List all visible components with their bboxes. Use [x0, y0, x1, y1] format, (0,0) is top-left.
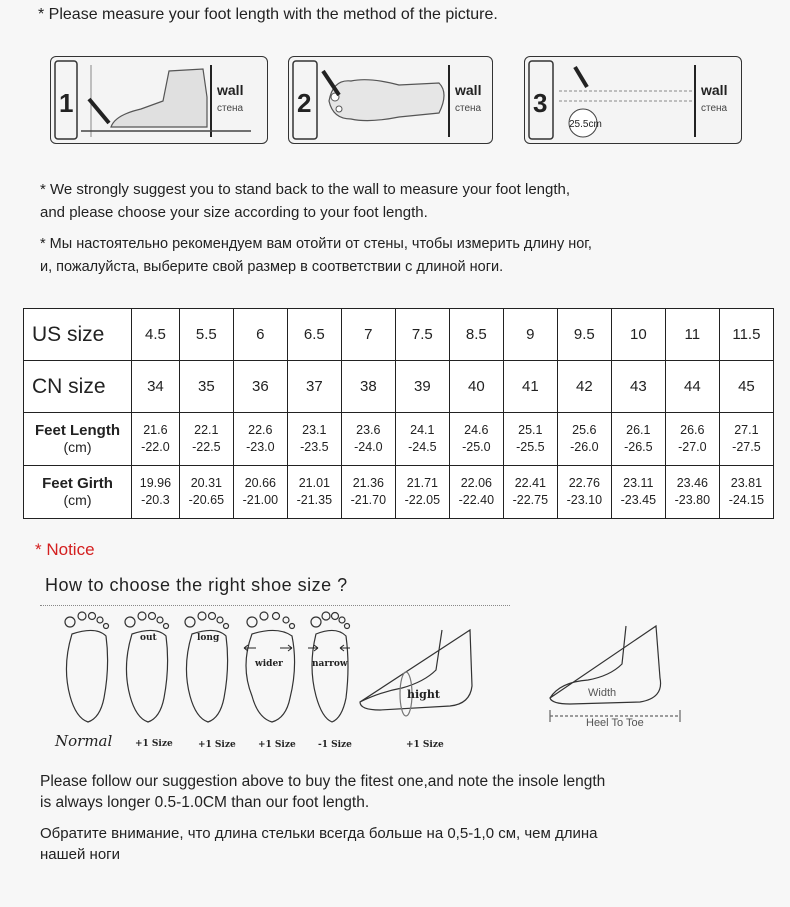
- cn-size-cell: 34: [132, 361, 180, 413]
- label-out: out: [140, 633, 157, 643]
- feet-length-label: [24, 413, 132, 466]
- step-1-wall-ru: стена: [217, 103, 244, 114]
- label-long: long: [197, 633, 220, 643]
- us-size-cell: 7.5: [395, 309, 449, 361]
- insole-ru-line-1: Обратите внимание, что длина стельки всегда больше на 0,5-1,0 см, чем длина: [40, 825, 598, 842]
- step-3-number: 3: [533, 88, 548, 118]
- feet-length-cell: 24.6 -25.0: [449, 413, 503, 466]
- step-3-illustration: [525, 57, 743, 145]
- cn-size-cell: 35: [179, 361, 233, 413]
- step-3-wall-ru: стена: [701, 103, 728, 114]
- measure-instruction: * Please measure your foot length with the method of the picture.: [38, 6, 498, 23]
- us-size-cell: 6.5: [287, 309, 341, 361]
- foot-shape-illustrations: [40, 606, 760, 756]
- suggestion-ru-line-2: и, пожалуйста, выберите свой размер в соответствии с длиной ноги.: [40, 259, 504, 275]
- size-hint: +1 Size: [258, 740, 296, 750]
- feet-girth-cell: 21.01 -21.35: [287, 466, 341, 519]
- feet-length-cell: 23.6 -24.0: [341, 413, 395, 466]
- label-narrow: narrow: [312, 659, 348, 669]
- feet-length-cell: 26.1 -26.5: [611, 413, 665, 466]
- cn-size-cell: 44: [665, 361, 719, 413]
- foot-normal-outline: [66, 630, 107, 722]
- step-3-panel: [524, 56, 742, 144]
- cn-size-cell: 36: [233, 361, 287, 413]
- feet-length-title: Feet Length: [35, 422, 120, 439]
- label-hight: hight: [407, 688, 440, 701]
- us-size-cell: 11: [665, 309, 719, 361]
- us-size-cell: 9: [503, 309, 557, 361]
- feet-girth-cell: 20.66 -21.00: [233, 466, 287, 519]
- step-2-wall-label: wall: [455, 82, 482, 98]
- foot-wider-outline: [246, 630, 295, 722]
- step-3-measure: 25.5cm: [569, 119, 602, 130]
- size-hint: +1 Size: [406, 740, 444, 750]
- insole-note-russian: [40, 823, 598, 865]
- us-size-cell: 8.5: [449, 309, 503, 361]
- foot-out-outline: [126, 630, 167, 722]
- cn-size-cell: 37: [287, 361, 341, 413]
- insole-ru-line-2: нашей ноги: [40, 846, 121, 863]
- feet-length-cell: 26.6 -27.0: [665, 413, 719, 466]
- cn-size-label: CN size: [24, 361, 132, 413]
- suggestion-en-line-2: and please choose your size according to your foot length.: [40, 204, 428, 221]
- cn-size-cell: 43: [611, 361, 665, 413]
- step-2-wall-ru: стена: [455, 103, 482, 114]
- insole-en-line-2: is always longer 0.5-1.0CM than our foot length.: [40, 794, 370, 811]
- us-size-cell: 7: [341, 309, 395, 361]
- cn-size-cell: 42: [557, 361, 611, 413]
- feet-girth-cell: 20.31 -20.65: [179, 466, 233, 519]
- feet-girth-cell: 22.76 -23.10: [557, 466, 611, 519]
- feet-girth-cell: 23.46 -23.80: [665, 466, 719, 519]
- label-heel-to-toe: Heel To Toe: [586, 717, 644, 729]
- suggestion-english: [40, 178, 570, 224]
- us-size-cell: 5.5: [179, 309, 233, 361]
- how-to-title: How to choose the right shoe size ?: [45, 575, 348, 595]
- feet-girth-label: [24, 466, 132, 519]
- feet-length-cell: 23.1 -23.5: [287, 413, 341, 466]
- step-3-wall-label: wall: [701, 82, 728, 98]
- feet-girth-row: [24, 466, 774, 519]
- us-size-cell: 9.5: [557, 309, 611, 361]
- step-1-panel: [50, 56, 268, 144]
- feet-girth-title: Feet Girth: [42, 475, 113, 492]
- feet-girth-unit: (cm): [63, 492, 92, 508]
- cn-size-row: [24, 361, 774, 413]
- insole-note-english: [40, 771, 605, 813]
- us-size-cell: 4.5: [132, 309, 180, 361]
- step-2-panel: [288, 56, 493, 144]
- suggestion-ru-line-1: * Мы настоятельно рекомендуем вам отойти от стены, чтобы измерить длину ног,: [40, 236, 592, 252]
- feet-girth-cell: 19.96 -20.3: [132, 466, 180, 519]
- feet-girth-cell: 22.06 -22.40: [449, 466, 503, 519]
- size-hint: +1 Size: [135, 739, 173, 749]
- us-size-cell: 11.5: [719, 309, 773, 361]
- us-size-label: US size: [24, 309, 132, 361]
- size-hint: -1 Size: [318, 740, 352, 750]
- step-2-number: 2: [297, 88, 312, 118]
- cn-size-cell: 41: [503, 361, 557, 413]
- label-wider: wider: [255, 659, 283, 669]
- us-size-cell: 10: [611, 309, 665, 361]
- feet-girth-cell: 22.41 -22.75: [503, 466, 557, 519]
- cn-size-cell: 39: [395, 361, 449, 413]
- us-size-row: [24, 309, 774, 361]
- feet-girth-cell: 23.81 -24.15: [719, 466, 773, 519]
- step-2-illustration: [289, 57, 494, 145]
- feet-length-cell: 25.6 -26.0: [557, 413, 611, 466]
- feet-length-cell: 27.1 -27.5: [719, 413, 773, 466]
- feet-length-cell: 22.6 -23.0: [233, 413, 287, 466]
- feet-length-cell: 22.1 -22.5: [179, 413, 233, 466]
- step-1-number: 1: [59, 88, 74, 118]
- feet-girth-cell: 23.11 -23.45: [611, 466, 665, 519]
- us-size-cell: 6: [233, 309, 287, 361]
- feet-length-unit: (cm): [63, 439, 92, 455]
- feet-length-cell: 21.6 -22.0: [132, 413, 180, 466]
- feet-length-row: [24, 413, 774, 466]
- foot-long-outline: [186, 630, 227, 722]
- size-chart-table: [23, 308, 774, 519]
- foot-narrow-outline: [312, 630, 348, 722]
- feet-length-cell: 25.1 -25.5: [503, 413, 557, 466]
- cn-size-cell: 45: [719, 361, 773, 413]
- feet-girth-cell: 21.71 -22.05: [395, 466, 449, 519]
- insole-en-line-1: Please follow our suggestion above to buy the fitest one,and note the insole length: [40, 773, 606, 790]
- suggestion-russian: [40, 233, 592, 279]
- size-hint: +1 Size: [198, 740, 236, 750]
- step-1-wall-label: wall: [217, 82, 244, 98]
- cn-size-cell: 38: [341, 361, 395, 413]
- step-1-illustration: [51, 57, 269, 145]
- label-normal: Normal: [55, 732, 113, 750]
- notice-heading: * Notice: [35, 540, 95, 559]
- feet-length-cell: 24.1 -24.5: [395, 413, 449, 466]
- label-width: Width: [588, 687, 617, 699]
- suggestion-en-line-1: * We strongly suggest you to stand back to the wall to measure your foot length,: [40, 181, 571, 198]
- cn-size-cell: 40: [449, 361, 503, 413]
- feet-girth-cell: 21.36 -21.70: [341, 466, 395, 519]
